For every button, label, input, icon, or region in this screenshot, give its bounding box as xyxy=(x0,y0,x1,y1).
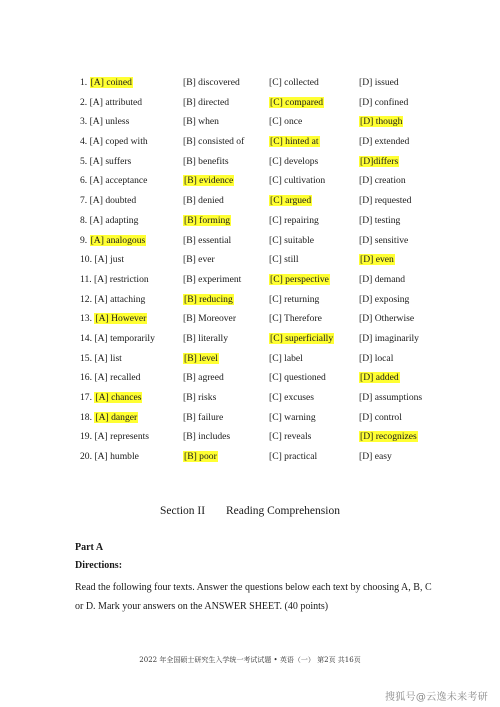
highlighted-answer: [A] coined xyxy=(90,77,132,88)
option-text: [D] extended xyxy=(359,136,410,148)
question-number: 7. xyxy=(80,195,88,207)
answer-option xyxy=(359,349,393,369)
option-text: [D] sensitive xyxy=(359,234,409,246)
answer-option xyxy=(183,408,223,428)
option-text: [D] exposing xyxy=(359,293,410,305)
answer-option xyxy=(359,112,403,132)
section-label: Section II xyxy=(160,505,206,517)
highlighted-answer: [B] level xyxy=(184,352,218,364)
option-text: [C] reveals xyxy=(269,431,312,443)
option-text: [D] imaginarily xyxy=(359,332,419,344)
highlighted-answer: [C] superficially xyxy=(270,332,334,344)
answer-option xyxy=(269,152,318,172)
highlighted-answer: [A] chances xyxy=(95,392,142,403)
highlighted-answer: [D] even xyxy=(360,254,394,266)
option-text: [C] label xyxy=(269,352,303,364)
option-text: [D] control xyxy=(359,411,402,423)
part-heading: Part A xyxy=(75,542,104,553)
option-text: [B] agreed xyxy=(183,372,224,384)
question-number: 2. xyxy=(80,96,88,108)
highlighted-answer: [D] added xyxy=(360,372,399,384)
question-number: 6. xyxy=(80,175,88,187)
section-name: Reading Comprehension xyxy=(225,505,340,517)
answer-option xyxy=(359,290,409,310)
answer-option xyxy=(80,427,149,447)
option-text: [B] discovered xyxy=(183,77,240,88)
answer-option xyxy=(80,152,131,172)
answer-option xyxy=(80,112,129,132)
option-text: [B] essential xyxy=(183,234,232,246)
answer-option xyxy=(183,132,244,152)
question-number: 9. xyxy=(80,234,88,246)
answer-row xyxy=(80,349,440,369)
page-footer: 2022 年全国硕士研究生入学统一考试试题 • 英语（一） 第2页 共16页 xyxy=(139,656,361,664)
answer-option xyxy=(80,191,136,211)
answer-option xyxy=(359,447,392,467)
option-text: [B] includes xyxy=(183,431,231,443)
answer-option xyxy=(183,329,228,349)
option-text: [C] Therefore xyxy=(269,313,322,325)
option-text: [B] risks xyxy=(183,392,217,403)
answer-option xyxy=(80,250,124,270)
answer-option xyxy=(359,231,408,251)
option-text: [C] returning xyxy=(269,293,320,305)
answer-option xyxy=(183,191,224,211)
answer-option xyxy=(269,93,324,113)
answer-option xyxy=(269,388,314,408)
option-text: [C] warning xyxy=(269,411,316,423)
answer-option xyxy=(269,290,319,310)
option-text: [D] easy xyxy=(359,451,392,463)
answer-row xyxy=(80,309,440,329)
answer-row xyxy=(80,250,440,270)
answer-option xyxy=(269,408,316,428)
highlighted-answer: [D] recognizes xyxy=(360,431,417,443)
answer-option xyxy=(359,211,400,231)
option-text: [A] recalled xyxy=(94,372,141,384)
option-text: [D] assumptions xyxy=(359,392,423,403)
question-number: 11. xyxy=(80,273,92,285)
option-text: [A] suffers xyxy=(89,155,132,167)
option-text: [A] coped with xyxy=(89,136,148,148)
question-number: 17. xyxy=(80,392,92,403)
answer-option xyxy=(359,408,402,428)
answer-option xyxy=(80,368,140,388)
option-text: [B] when xyxy=(183,116,219,128)
answer-row xyxy=(80,112,440,132)
answer-row xyxy=(80,329,440,349)
answer-option xyxy=(80,270,149,290)
highlighted-answer: [B] evidence xyxy=(184,175,234,187)
option-text: [C] develops xyxy=(269,155,319,167)
answer-option xyxy=(183,171,234,191)
answer-option xyxy=(359,152,399,172)
answer-option xyxy=(269,309,322,329)
answer-option xyxy=(269,427,311,447)
answer-row xyxy=(80,368,440,388)
highlighted-answer: [A] However xyxy=(95,313,147,325)
answer-row xyxy=(80,427,440,447)
answer-option xyxy=(269,112,302,132)
option-text: [C] collected xyxy=(269,77,319,88)
answer-option xyxy=(359,329,419,349)
answer-row xyxy=(80,408,440,428)
answer-option xyxy=(269,171,325,191)
option-text: [C] questioned xyxy=(269,372,326,384)
answer-option xyxy=(80,329,155,349)
option-text: [D] testing xyxy=(359,214,401,226)
answer-option xyxy=(183,211,231,231)
option-text: [C] practical xyxy=(269,451,318,463)
question-number: 13. xyxy=(80,313,92,325)
option-text: [C] excuses xyxy=(269,392,315,403)
question-number: 3. xyxy=(80,116,88,128)
option-text: [A] restriction xyxy=(94,273,149,285)
answer-row xyxy=(80,270,440,290)
option-text: [A] represents xyxy=(94,431,150,443)
answer-option xyxy=(183,290,234,310)
answer-option xyxy=(183,112,219,132)
answer-option xyxy=(269,349,303,369)
watermark: 搜狐号@云逸未来考研 xyxy=(385,692,488,703)
answer-row xyxy=(80,93,440,113)
option-text: [D] demand xyxy=(359,273,406,285)
answer-option xyxy=(183,447,218,467)
option-text: [D] Otherwise xyxy=(359,313,415,325)
answer-row xyxy=(80,211,440,231)
answer-option xyxy=(80,171,147,191)
question-number: 4. xyxy=(80,136,88,148)
answer-option xyxy=(183,250,215,270)
option-text: [C] suitable xyxy=(269,234,315,246)
highlighted-answer: [D] though xyxy=(360,116,403,128)
answer-option xyxy=(80,211,138,231)
option-text: [B] directed xyxy=(183,96,230,108)
answer-option xyxy=(269,447,317,467)
answer-option xyxy=(359,171,406,191)
option-text: [C] once xyxy=(269,116,303,128)
answer-option xyxy=(359,73,399,93)
highlighted-answer: [A] analogous xyxy=(90,234,146,246)
option-text: [C] repairing xyxy=(269,214,319,226)
option-text: [D] issued xyxy=(359,77,399,88)
question-number: 12. xyxy=(80,293,92,305)
option-text: [D] local xyxy=(359,352,394,364)
question-number: 19. xyxy=(80,431,92,443)
question-number: 18. xyxy=(80,411,92,423)
highlighted-answer: [C] perspective xyxy=(270,273,329,285)
highlighted-answer: [B] forming xyxy=(184,214,231,226)
answer-option xyxy=(269,231,314,251)
instructions-text: Read the following four texts. Answer the questions below each text by choosing A, B, C or D. Mark your answers on the ANSWER SHEET. (40 points) xyxy=(75,582,432,612)
answer-option xyxy=(183,152,229,172)
question-number: 20. xyxy=(80,451,92,463)
answer-option xyxy=(359,368,400,388)
option-text: [A] doubted xyxy=(89,195,137,207)
answer-option xyxy=(359,250,395,270)
option-text: [D] requested xyxy=(359,195,412,207)
option-text: [A] temporarily xyxy=(94,332,155,344)
answer-row xyxy=(80,447,440,467)
option-text: [A] adapting xyxy=(89,214,139,226)
answer-row xyxy=(80,171,440,191)
answer-row xyxy=(80,388,440,408)
answer-option xyxy=(183,427,230,447)
answer-option xyxy=(80,309,147,329)
highlighted-answer: [A] danger xyxy=(95,411,138,423)
option-text: [C] cultivation xyxy=(269,175,326,187)
option-text: [B] benefits xyxy=(183,155,229,167)
highlighted-answer: [D]differs xyxy=(360,155,399,167)
directions-heading: Directions: xyxy=(75,560,123,571)
question-number: 8. xyxy=(80,214,88,226)
answer-option xyxy=(269,270,330,290)
answer-option xyxy=(183,368,224,388)
highlighted-answer: [B] reducing xyxy=(184,293,233,305)
answer-option xyxy=(80,388,142,408)
answer-row xyxy=(80,152,440,172)
answer-option xyxy=(183,231,231,251)
answer-option xyxy=(183,73,240,93)
answer-option xyxy=(359,388,422,408)
answer-option xyxy=(80,290,145,310)
highlighted-answer: [C] hinted at xyxy=(270,136,319,148)
section-title xyxy=(0,505,500,517)
answer-option xyxy=(80,349,122,369)
answer-option xyxy=(269,211,319,231)
answer-option xyxy=(183,388,216,408)
answer-row xyxy=(80,231,440,251)
option-text: [A] acceptance xyxy=(89,175,148,187)
answer-option xyxy=(359,191,411,211)
option-text: [D] creation xyxy=(359,175,406,187)
option-text: [B] consisted of xyxy=(183,136,245,148)
option-text: [A] attributed xyxy=(89,96,143,108)
answer-option xyxy=(183,93,229,113)
answer-row xyxy=(80,132,440,152)
question-number: 10. xyxy=(80,254,92,266)
answer-option xyxy=(359,270,405,290)
answer-option xyxy=(80,93,142,113)
answer-option xyxy=(269,132,320,152)
answer-option xyxy=(183,309,236,329)
option-text: [A] attaching xyxy=(94,293,146,305)
highlighted-answer: [C] argued xyxy=(270,195,312,207)
answer-option xyxy=(80,231,146,251)
highlighted-answer: [C] compared xyxy=(270,96,324,108)
option-text: [B] literally xyxy=(183,332,229,344)
answer-option xyxy=(359,93,408,113)
option-text: [B] failure xyxy=(183,411,224,423)
answer-option xyxy=(183,270,241,290)
answer-row xyxy=(80,290,440,310)
question-number: 1. xyxy=(80,77,88,88)
option-text: [B] ever xyxy=(183,254,215,266)
answer-option xyxy=(183,349,219,369)
option-text: [B] Moreover xyxy=(183,313,237,325)
option-text: [A] unless xyxy=(89,116,130,128)
question-number: 14. xyxy=(80,332,92,344)
option-text: [C] still xyxy=(269,254,299,266)
highlighted-answer: [B] poor xyxy=(184,451,217,463)
answer-row xyxy=(80,191,440,211)
answer-option xyxy=(80,408,138,428)
option-text: [A] list xyxy=(94,352,122,364)
answer-option xyxy=(269,73,319,93)
answer-option xyxy=(80,73,133,93)
answer-option xyxy=(80,447,139,467)
option-text: [A] humble xyxy=(94,451,139,463)
answer-option xyxy=(269,368,326,388)
question-number: 15. xyxy=(80,352,92,364)
option-text: [D] confined xyxy=(359,96,409,108)
question-number: 5. xyxy=(80,155,88,167)
answer-row xyxy=(80,73,440,93)
answer-option xyxy=(359,427,418,447)
answer-option xyxy=(269,250,299,270)
answer-option xyxy=(359,132,409,152)
option-text: [B] experiment xyxy=(183,273,242,285)
option-text: [A] just xyxy=(94,254,124,266)
option-text: [B] denied xyxy=(183,195,224,207)
answer-option xyxy=(269,191,312,211)
answer-option xyxy=(80,132,148,152)
answer-option xyxy=(359,309,414,329)
answer-option xyxy=(269,329,334,349)
question-number: 16. xyxy=(80,372,92,384)
answer-list xyxy=(80,73,440,467)
